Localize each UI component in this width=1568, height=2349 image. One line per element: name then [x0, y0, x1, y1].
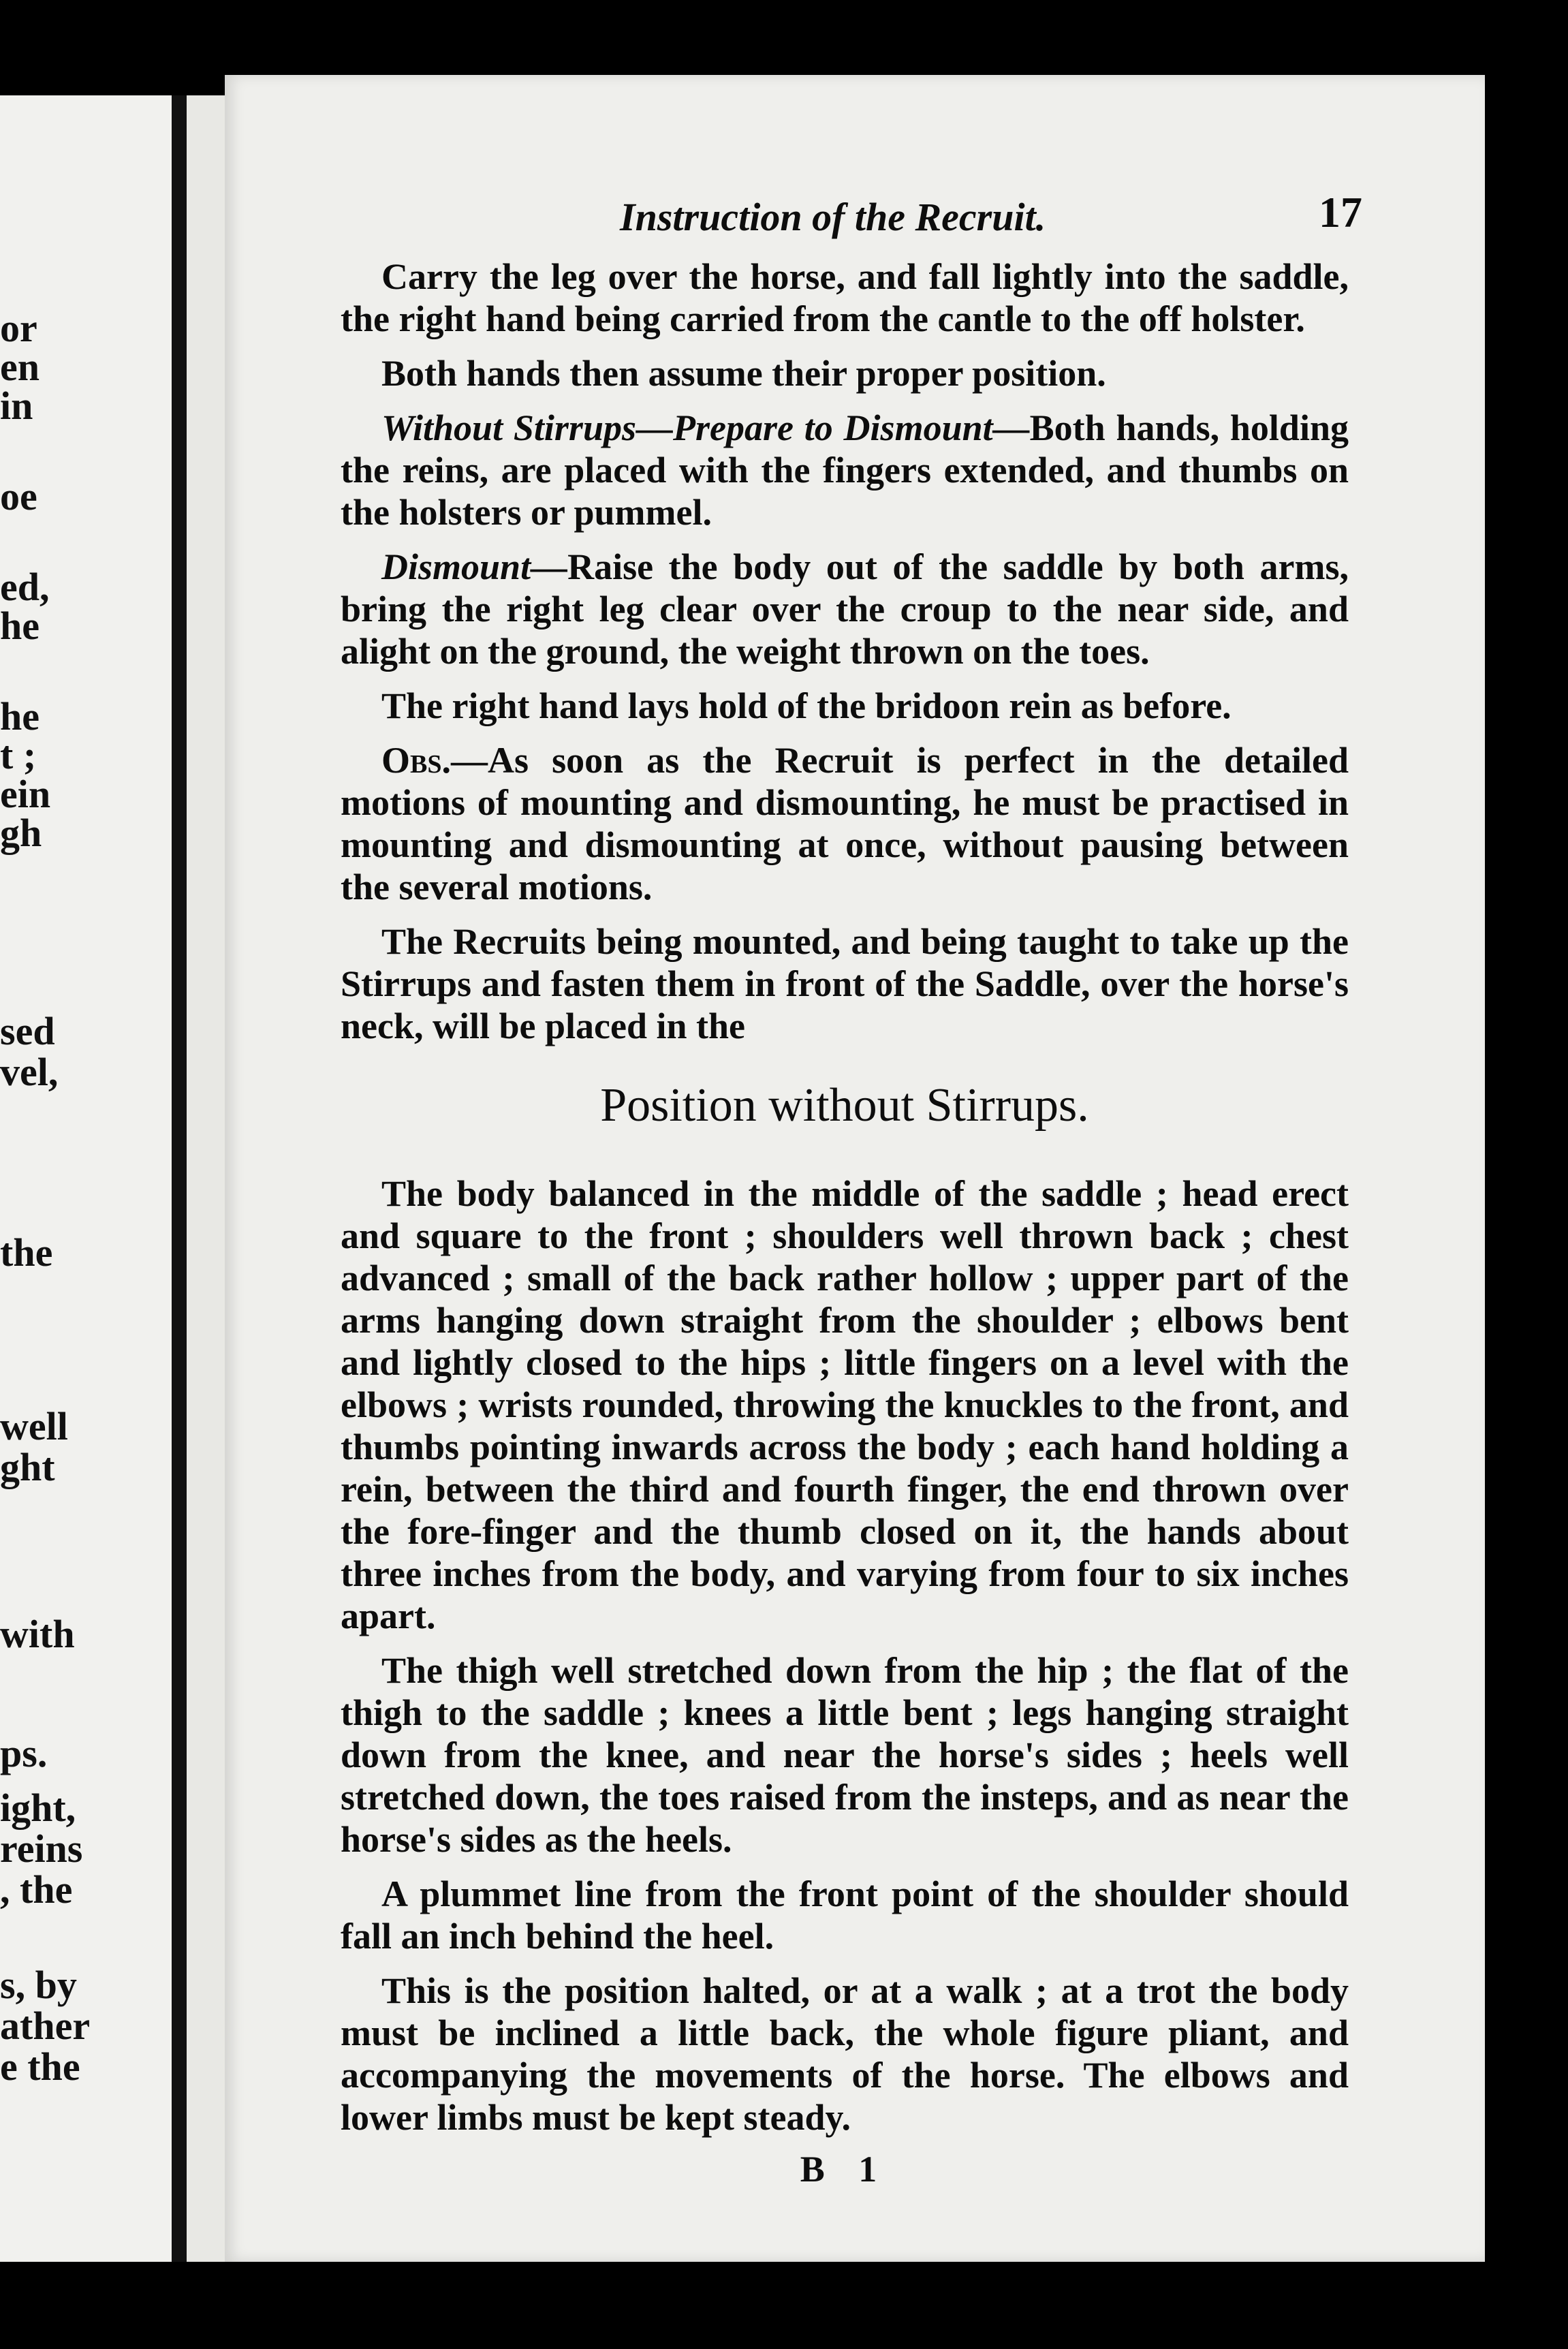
- paragraph: [341, 739, 1349, 908]
- paragraph: A plummet line from the front point of the shoulder should fall an inch behind the heel.: [341, 1873, 1349, 1957]
- facing-fragment: oe: [0, 474, 37, 518]
- book-gutter: [172, 95, 187, 2262]
- facing-fragment: e the: [0, 2044, 80, 2089]
- facing-fragment: gh: [0, 811, 42, 855]
- page-text: [341, 188, 1362, 2190]
- facing-fragment: ather: [0, 2004, 91, 2048]
- facing-fragment: reins: [0, 1826, 83, 1871]
- facing-fragment: well: [0, 1404, 68, 1448]
- facing-fragment: he: [0, 694, 40, 738]
- command-phrase: Without Stirrups—Prepare to Dismount—: [381, 407, 1030, 448]
- running-head: [341, 188, 1362, 255]
- running-title: Instruction of the Recruit.: [620, 195, 1046, 239]
- facing-fragment: en: [0, 345, 40, 389]
- paragraph: Carry the leg over the horse, and fall lightly into the saddle, the right hand being carried from the cantle to the off holster.: [341, 256, 1349, 339]
- paragraph: [341, 546, 1349, 672]
- book-page: [225, 75, 1485, 2262]
- facing-fragment: s, by: [0, 1963, 77, 2007]
- facing-fragment: in: [0, 384, 33, 428]
- command-phrase: Dismount—: [381, 546, 568, 587]
- paragraph: The body balanced in the middle of the saddle ; head erect and square to the front ; shoulders well thrown back ; chest advanced ; small of the back rather hollow ; upper part of the arms hanging down straight from the shoulder ; elbows bent and lightly closed to the hips ; little fingers on a level with the elbows ; wrists rounded, throwing the knuckles to the front, and thumbs pointing inwards across the body ; each hand holding a rein, between the third and fourth finger, the end thrown over the fore-finger and the thumb closed on it, the hands about three inches from the body, and varying from four to six inches apart.: [341, 1173, 1349, 1636]
- facing-fragment: the: [0, 1230, 53, 1275]
- paragraph: The right hand lays hold of the bridoon rein as before.: [381, 685, 1232, 726]
- facing-fragment: he: [0, 604, 40, 648]
- signature-mark: B 1: [800, 2149, 890, 2190]
- facing-fragment: sed: [0, 1009, 55, 1053]
- paragraph-body: As soon as the Recruit is perfect in the detailed motions of mounting and dismounting, he must be practised in mounting and dismounting at once, without pausing between the several motions.: [341, 740, 1349, 907]
- facing-fragment: ight,: [0, 1786, 76, 1830]
- paragraph: Both hands then assume their proper position.: [381, 353, 1106, 394]
- paragraph: [341, 407, 1349, 533]
- facing-fragment: ght: [0, 1445, 55, 1489]
- facing-fragment: ed,: [0, 565, 50, 609]
- paragraph: This is the position halted, or at a walk ; at a trot the body must be inclined a little back, the whole figure pliant, and accompanying the movements of the horse. The elbows and lower limbs must be kept steady.: [341, 1970, 1349, 2138]
- section-heading: Position without Stirrups.: [600, 1079, 1089, 1132]
- facing-fragment: with: [0, 1612, 75, 1656]
- facing-fragment: ein: [0, 772, 51, 816]
- paragraph: The Recruits being mounted, and being taught to take up the Stirrups and fasten them in front of the Saddle, over the horse's neck, will be placed in the: [341, 921, 1349, 1046]
- paragraph-body: Raise the body out of the saddle by both arms, bring the right leg clear over the croup to the near side, and alight on the ground, the weight thrown on the toes.: [341, 546, 1349, 672]
- facing-fragment: ps.: [0, 1731, 48, 1775]
- paragraph-body: Both hands, holding the reins, are placed with the fingers extended, and thumbs on the holsters or pummel.: [341, 407, 1349, 533]
- facing-fragment: t ;: [0, 733, 37, 777]
- facing-fragment: , the: [0, 1867, 73, 1912]
- paragraph: The thigh well stretched down from the hip ; the flat of the thigh to the saddle ; knees a little bent ; legs hanging straight down from the knee, and near the horse's sides ; heels well stretched down, the toes raised from the insteps, and as near the horse's sides as the heels.: [341, 1650, 1349, 1860]
- page-number: 17: [1319, 188, 1362, 236]
- observation-label: Obs.—: [381, 740, 488, 781]
- facing-fragment: vel,: [0, 1050, 59, 1094]
- facing-fragment: or: [0, 306, 37, 350]
